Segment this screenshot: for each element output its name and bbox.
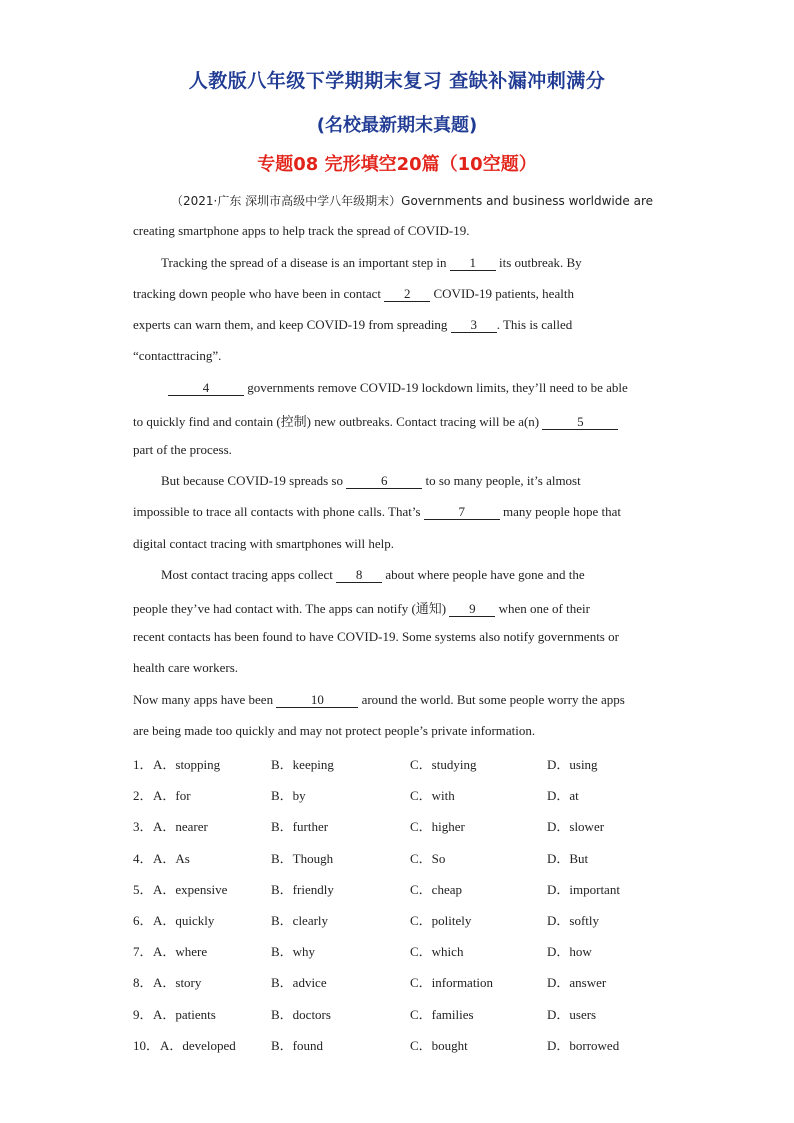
option-c[interactable]: C．cheap [410,882,462,897]
option-b[interactable]: B．Though [271,851,334,866]
p2-line-1 [168,380,628,396]
option-a[interactable]: A．quickly [153,913,215,928]
option-d[interactable]: D．at [547,788,579,803]
option-d[interactable]: D．But [547,851,589,866]
p2-line-2 [133,411,618,430]
option-row [133,972,673,992]
source-label: （2021·广东 深圳市高级中学八年级期末） [171,194,402,208]
option-b[interactable]: B．clearly [271,913,329,928]
option-d[interactable]: D．softly [547,913,600,928]
intro-text: Governments and business worldwide are [401,194,653,208]
p1-line-4: “contacttracing”. [133,348,222,363]
p3-line-1 [161,473,581,489]
text: when one of their [498,601,590,616]
option-b[interactable]: B．why [271,944,316,959]
question-number: 2． [133,788,153,803]
option-row [133,941,673,961]
blank-7[interactable]: 7 [424,505,500,520]
blank-8[interactable]: 8 [336,568,382,583]
p1-line-3 [133,317,572,333]
option-b[interactable]: B．by [271,788,306,803]
option-c[interactable]: C．which [410,944,464,959]
page-subtitle: (名校最新期末真题) [316,115,478,136]
option-a[interactable]: A．patients [153,1007,216,1022]
option-row [133,816,673,836]
text: impossible to trace all contacts with phone calls. That’s [133,504,421,519]
text: Tracking the spread of a disease is an important step in [161,255,447,270]
option-c[interactable]: C．with [410,788,455,803]
blank-5[interactable]: 5 [542,415,618,430]
text: to quickly find and contain (控制) new outbreaks. Contact tracing will be a(n) [133,414,540,429]
p5-line-2: are being made too quickly and may not protect people’s private information. [133,723,536,738]
text: around the world. But some people worry the apps [361,692,625,707]
question-number: 6． [133,913,153,928]
option-row [133,1004,673,1024]
option-d[interactable]: D．using [547,757,598,772]
question-number: 8． [133,975,153,990]
option-row [133,785,673,805]
option-b[interactable]: B．further [271,819,329,834]
option-a[interactable]: A．story [153,975,202,990]
option-row [133,879,673,899]
option-a[interactable]: A．As [153,851,190,866]
intro-line-2: creating smartphone apps to help track the spread of COVID-19. [133,223,470,238]
question-number: 4． [133,851,153,866]
text: to so many people, it’s almost [425,473,581,488]
text: its outbreak. By [498,255,582,270]
blank-1[interactable]: 1 [450,256,496,271]
text: many people hope that [503,504,622,519]
option-d[interactable]: D．important [547,882,620,897]
option-c[interactable]: C．So [410,851,446,866]
blank-9[interactable]: 9 [449,602,495,617]
option-b[interactable]: B．friendly [271,882,334,897]
text: Now many apps have been [133,692,274,707]
option-row [133,754,673,774]
p4-line-3: recent contacts has been found to have COVID-19. Some systems also notify governments or [133,629,619,644]
question-number: 5． [133,882,153,897]
option-row [133,910,673,930]
option-d[interactable]: D．slower [547,819,605,834]
text: . This is called [496,317,573,332]
option-d[interactable]: D．users [547,1007,597,1022]
option-b[interactable]: B．found [271,1038,324,1053]
option-a[interactable]: A．expensive [153,882,228,897]
p2-line-3: part of the process. [133,442,232,457]
p4-line-1 [161,567,585,583]
blank-10[interactable]: 10 [276,693,358,708]
option-d[interactable]: D．answer [547,975,607,990]
text: But because COVID-19 spreads so [161,473,343,488]
option-a[interactable]: A．for [153,788,191,803]
option-c[interactable]: C．politely [410,913,472,928]
option-row [133,1035,673,1055]
text: governments remove COVID-19 lockdown limits, they’ll need to be able [247,380,628,395]
question-number: 10． [133,1038,160,1053]
option-b[interactable]: B．doctors [271,1007,331,1022]
topic-heading: 专题08 完形填空20篇（10空题） [257,154,537,175]
option-a[interactable]: A．stopping [153,757,221,772]
p4-line-4: health care workers. [133,660,239,675]
question-number: 3． [133,819,153,834]
blank-2[interactable]: 2 [384,287,430,302]
question-number: 9． [133,1007,153,1022]
page-title: 人教版八年级下学期期末复习 查缺补漏冲刺满分 [188,70,606,92]
blank-3[interactable]: 3 [451,318,497,333]
intro-line-1 [171,192,653,209]
option-c[interactable]: C．higher [410,819,465,834]
text: people they’ve had contact with. The apps can notify (通知) [133,601,447,616]
option-a[interactable]: A．developed [160,1038,236,1053]
p4-line-2 [133,598,590,617]
text: tracking down people who have been in contact [133,286,381,301]
p5-line-1 [133,692,625,708]
option-a[interactable]: A．nearer [153,819,208,834]
option-row [133,848,673,868]
option-c[interactable]: C．information [410,975,494,990]
blank-4[interactable]: 4 [168,381,244,396]
option-b[interactable]: B．keeping [271,757,334,772]
option-b[interactable]: B．advice [271,975,327,990]
option-c[interactable]: C．studying [410,757,477,772]
p1-line-1 [161,255,582,271]
p1-line-2 [133,286,574,302]
text: about where people have gone and the [385,567,585,582]
option-d[interactable]: D．how [547,944,592,959]
question-number: 1． [133,757,153,772]
blank-6[interactable]: 6 [346,474,422,489]
text: Most contact tracing apps collect [161,567,333,582]
option-d[interactable]: D．borrowed [547,1038,620,1053]
option-c[interactable]: C．families [410,1007,474,1022]
question-number: 7． [133,944,153,959]
option-c[interactable]: C．bought [410,1038,468,1053]
text: COVID-19 patients, health [433,286,574,301]
p3-line-3: digital contact tracing with smartphones will help. [133,536,395,551]
option-a[interactable]: A．where [153,944,208,959]
text: experts can warn them, and keep COVID-19 from spreading [133,317,448,332]
p3-line-2 [133,504,621,520]
